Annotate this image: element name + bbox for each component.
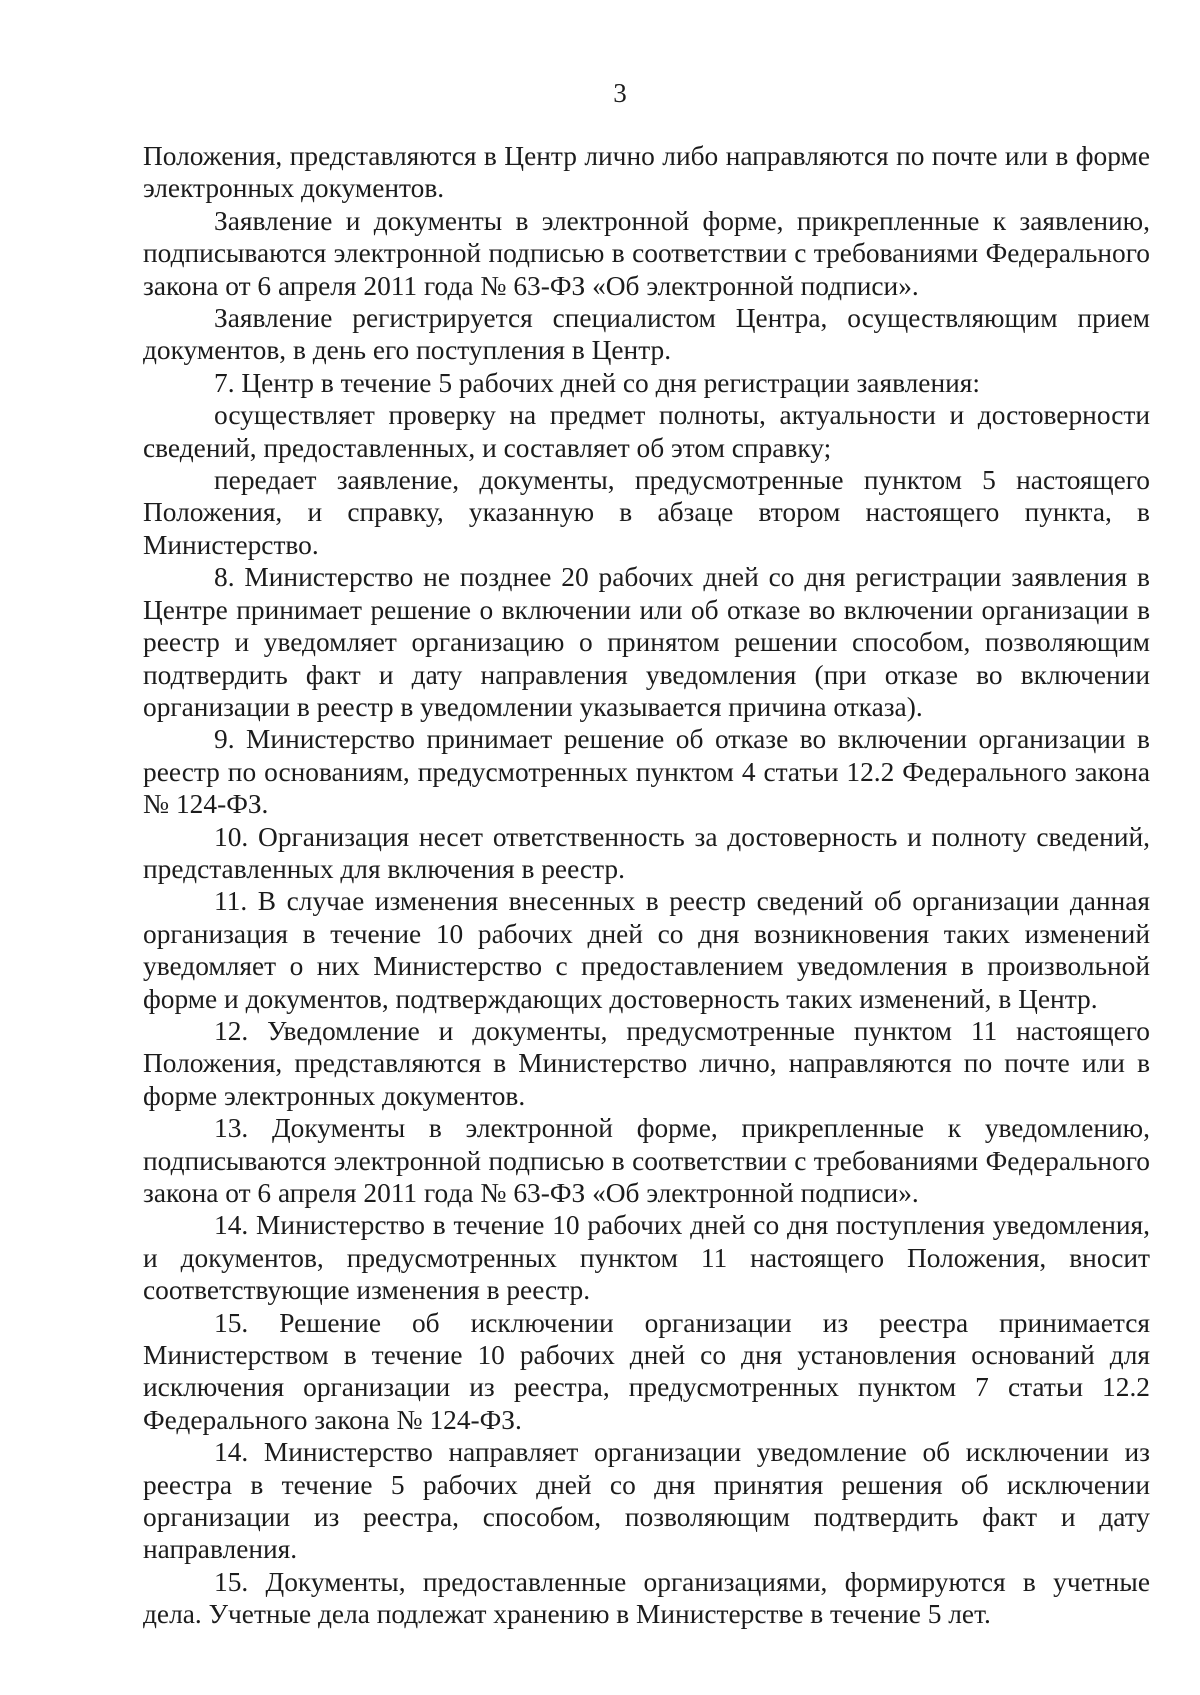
paragraph-item-15: 15. Решение об исключении организации из реестра принимается Министерством в течение 10 рабочих дней со дня установления оснований для исключения организации из реестра, предусмотренных пунктом 7 статьи 12.2 Федерального закона № 124-ФЗ. xyxy=(143,1307,1150,1435)
paragraph-continuation: Положения, представляются в Центр лично либо направляются по почте или в форме электронных документов. xyxy=(143,141,1150,204)
document-body xyxy=(143,140,1150,1631)
paragraph-item-11: 11. В случае изменения внесенных в реестр сведений об организации данная организация в течение 10 рабочих дней со дня возникновения таких изменений уведомляет о них Министерство с предоставлением уведомления в произвольной форме и документов, подтверждающих достоверность таких изменений, в Центр. xyxy=(143,886,1150,1014)
paragraph-item-8: 8. Министерство не позднее 20 рабочих дней со дня регистрации заявления в Центре принимает решение о включении или об отказе во включении организации в реестр и уведомляет организацию о принятом решении способом, позволяющим подтвердить факт и дату направления уведомления (при отказе во включении организации в реестр в уведомлении указывается причина отказа). xyxy=(143,562,1150,722)
paragraph-registration: Заявление регистрируется специалистом Центра, осуществляющим прием документов, в день его поступления в Центр. xyxy=(143,303,1150,366)
paragraph-item-7-check: осуществляет проверку на предмет полноты, актуальности и достоверности сведений, предоставленных, и составляет об этом справку; xyxy=(143,400,1150,463)
paragraph-item-10: 10. Организация несет ответственность за достоверность и полноту сведений, представленных для включения в реестр. xyxy=(143,821,1150,884)
paragraph-item-14-second: 14. Министерство направляет организации уведомление об исключении из реестра в течение 5 рабочих дней со дня принятия решения об исключении организации из реестра, способом, позволяющим подтвердить факт и дату направления. xyxy=(143,1437,1150,1565)
paragraph-item-13: 13. Документы в электронной форме, прикрепленные к уведомлению, подписываются электронной подписью в соответствии с требованиями Федерального закона от 6 апреля 2011 года № 63-ФЗ «Об электронной подписи». xyxy=(143,1113,1150,1208)
paragraph-item-7-transfer: передает заявление, документы, предусмотренные пунктом 5 настоящего Положения, и справку, указанную в абзаце втором настоящего пункта, в Министерство. xyxy=(143,465,1150,560)
page-number: 3 xyxy=(613,78,627,108)
paragraph-item-12: 12. Уведомление и документы, предусмотренные пунктом 11 настоящего Положения, представляются в Министерство лично, направляются по почте или в форме электронных документов. xyxy=(143,1015,1150,1111)
paragraph-item-14: 14. Министерство в течение 10 рабочих дней со дня поступления уведомления, и документов, предусмотренных пунктом 11 настоящего Положения, вносит соответствующие изменения в реестр. xyxy=(143,1210,1150,1306)
paragraph-item-9: 9. Министерство принимает решение об отказе во включении организации в реестр по основаниям, предусмотренных пунктом 4 статьи 12.2 Федерального закона № 124-ФЗ. xyxy=(143,724,1150,820)
paragraph-item-15-second: 15. Документы, предоставленные организациями, формируются в учетные дела. Учетные дела подлежат хранению в Министерстве в течение 5 лет. xyxy=(143,1566,1150,1630)
paragraph-electronic-signature: Заявление и документы в электронной форме, прикрепленные к заявлению, подписываются электронной подписью в соответствии с требованиями Федерального закона от 6 апреля 2011 года № 63-ФЗ «Об электронной подписи». xyxy=(143,205,1150,301)
paragraph-item-7: 7. Центр в течение 5 рабочих дней со дня регистрации заявления: xyxy=(214,367,980,398)
